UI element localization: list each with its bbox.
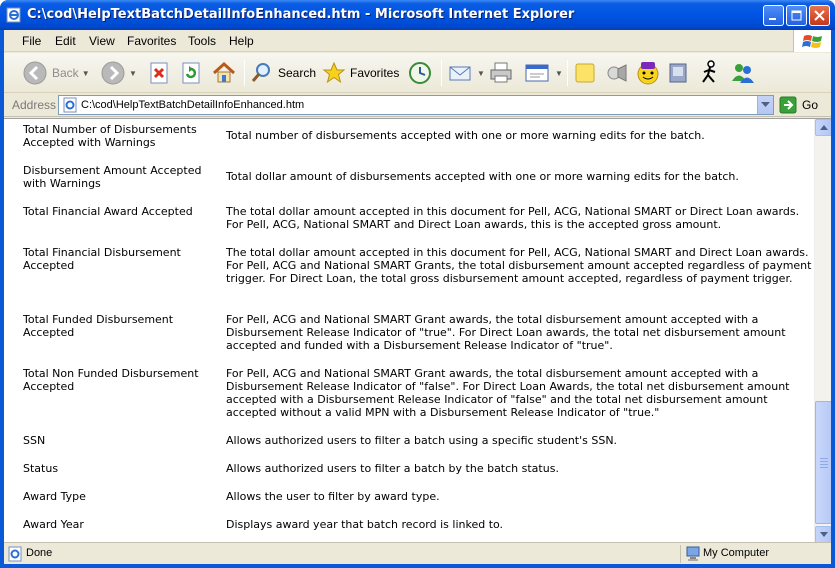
address-label: Address <box>12 98 57 112</box>
refresh-icon <box>180 61 202 85</box>
sticky-note-icon <box>573 61 597 85</box>
msn-buddies-icon <box>730 61 756 85</box>
menu-edit[interactable]: Edit <box>55 34 76 48</box>
menu-tools[interactable]: Tools <box>188 34 217 48</box>
field-name: Award Type <box>23 490 86 503</box>
history-icon <box>407 60 433 86</box>
research-icon <box>604 61 628 85</box>
back-arrow-icon <box>22 60 48 86</box>
stop-icon <box>148 61 170 85</box>
page-content <box>4 118 831 542</box>
mail-dropdown-icon[interactable]: ▼ <box>477 68 485 78</box>
edit-dropdown-icon[interactable]: ▼ <box>555 68 563 78</box>
scroll-up-button[interactable] <box>815 119 831 136</box>
windows-logo-icon <box>793 30 831 52</box>
field-name: Disbursement Amount Accepted with Warnings <box>23 164 202 190</box>
menu-bar <box>4 30 831 52</box>
toolbar-separator <box>441 60 442 86</box>
msn-messenger-button[interactable] <box>730 57 756 89</box>
home-icon <box>211 61 237 85</box>
window-title: C:\cod\HelpTextBatchDetailInfoEnhanced.htm - Microsoft Internet Explorer <box>27 7 575 22</box>
title-bar[interactable] <box>0 0 835 30</box>
field-name: Award Year <box>23 518 84 531</box>
chevron-up-icon <box>820 125 828 130</box>
favorites-label: Favorites <box>350 66 400 80</box>
zone-label: My Computer <box>703 547 770 559</box>
field-description: Displays award year that batch record is linked to. <box>226 518 504 531</box>
field-name: Total Number of Disbursements Accepted with Warnings <box>23 123 197 149</box>
edit-button[interactable] <box>524 57 563 89</box>
field-description: For Pell, ACG and National SMART Grant awards, the total disbursement amount accepted with a Disbursement Release Indicator of "false". For Direct Loan Awards, the total net disbursement amount accepted with a Disbursement Release Indicator of "false" and the total net disbursement amount accepted without a valid MPN with a Disbursement Release Indicator of "true." <box>226 367 790 419</box>
page-icon <box>62 97 78 113</box>
field-name: Status <box>23 462 59 475</box>
go-button[interactable] <box>779 96 818 114</box>
field-description: Allows authorized users to filter a batch by the batch status. <box>226 462 559 475</box>
address-bar <box>4 94 831 117</box>
media-button[interactable] <box>666 57 690 89</box>
standard-toolbar <box>4 53 831 93</box>
field-description: For Pell, ACG and National SMART Grant awards, the total disbursement amount accepted with a Disbursement Release Indicator of "true". For Direct Loan awards, the total net disbursement amount accepted and funded with a Disbursement Release Indicator of "true". <box>226 313 786 352</box>
messenger-smiley-icon <box>635 60 661 86</box>
status-bar <box>4 542 831 564</box>
research-button[interactable] <box>604 57 628 89</box>
refresh-button[interactable] <box>180 57 202 89</box>
stop-button[interactable] <box>148 57 170 89</box>
minimize-button[interactable] <box>763 5 784 26</box>
back-button[interactable] <box>22 57 90 89</box>
field-name: Total Financial Award Accepted <box>23 205 193 218</box>
toolbar-separator <box>244 60 245 86</box>
close-icon <box>814 10 825 21</box>
field-name: SSN <box>23 434 46 447</box>
running-man-icon <box>698 60 722 86</box>
back-label: Back <box>52 66 79 80</box>
maximize-button[interactable] <box>786 5 807 26</box>
field-name: Total Financial Disbursement Accepted <box>23 246 181 272</box>
yahoo-messenger-button[interactable] <box>635 57 661 89</box>
forward-dropdown-icon[interactable]: ▼ <box>129 68 137 78</box>
back-dropdown-icon[interactable]: ▼ <box>81 68 90 78</box>
search-icon <box>250 61 274 85</box>
search-label: Search <box>278 66 317 80</box>
forward-arrow-icon <box>100 60 126 86</box>
mail-button[interactable] <box>448 57 485 89</box>
forward-button[interactable] <box>100 57 137 89</box>
field-name: Total Non Funded Disbursement Accepted <box>23 367 199 393</box>
page-done-icon <box>7 546 23 562</box>
field-description: Allows the user to filter by award type. <box>226 490 440 503</box>
mail-icon <box>448 62 474 84</box>
my-computer-icon <box>685 546 701 562</box>
minimize-icon <box>768 10 779 21</box>
media-icon <box>666 61 690 85</box>
field-description: Total number of disbursements accepted with one or more warning edits for the batch. <box>226 129 705 142</box>
discuss-button[interactable] <box>573 57 597 89</box>
vertical-scrollbar[interactable] <box>814 119 831 542</box>
address-input[interactable] <box>58 95 774 115</box>
favorites-button[interactable] <box>322 57 399 89</box>
ie-page-icon <box>6 7 22 23</box>
field-description: Total dollar amount of disbursements accepted with one or more warning edits for the batch. <box>226 170 739 183</box>
home-button[interactable] <box>211 57 237 89</box>
status-text: Done <box>26 547 53 559</box>
chevron-down-icon <box>761 102 770 108</box>
toolbar-separator <box>567 60 568 86</box>
search-button[interactable] <box>250 57 316 89</box>
field-description: The total dollar amount accepted in this document for Pell, ACG, National SMART or Direct Loan awards. For Pell, ACG, National SMART and Direct Loan awards, this is the accepted gross amount. <box>226 205 800 231</box>
close-button[interactable] <box>809 5 830 26</box>
scroll-down-button[interactable] <box>815 526 831 542</box>
menu-favorites[interactable]: Favorites <box>127 34 177 48</box>
aim-button[interactable] <box>698 57 722 89</box>
menu-file[interactable]: File <box>22 34 42 48</box>
browser-frame <box>4 30 831 564</box>
maximize-icon <box>791 10 802 21</box>
address-value: C:\cod\HelpTextBatchDetailInfoEnhanced.htm <box>81 99 305 111</box>
scrollbar-thumb[interactable] <box>815 401 831 524</box>
go-arrow-icon <box>779 96 797 114</box>
field-description: Allows authorized users to filter a batch using a specific student's SSN. <box>226 434 618 447</box>
printer-icon <box>488 61 514 85</box>
print-button[interactable] <box>488 57 514 89</box>
go-label: Go <box>802 98 819 112</box>
favorites-star-icon <box>322 61 346 85</box>
field-description: The total dollar amount accepted in this document for Pell, ACG, National SMART and Direct Loan awards. For Pell, ACG and National SMART Grants, the total disbursement amount accepted regardless of payment trigger. For Direct Loan, the total gross disbursement amount accepted, regardless of payment trigger. <box>226 246 812 285</box>
menu-help[interactable]: Help <box>229 34 254 48</box>
address-dropdown-button[interactable] <box>757 96 773 114</box>
menu-view[interactable]: View <box>89 34 115 48</box>
history-button[interactable] <box>407 57 433 89</box>
chevron-down-icon <box>820 532 828 537</box>
edit-page-icon <box>524 61 552 85</box>
security-zone <box>680 545 831 563</box>
field-name: Total Funded Disbursement Accepted <box>23 313 174 339</box>
